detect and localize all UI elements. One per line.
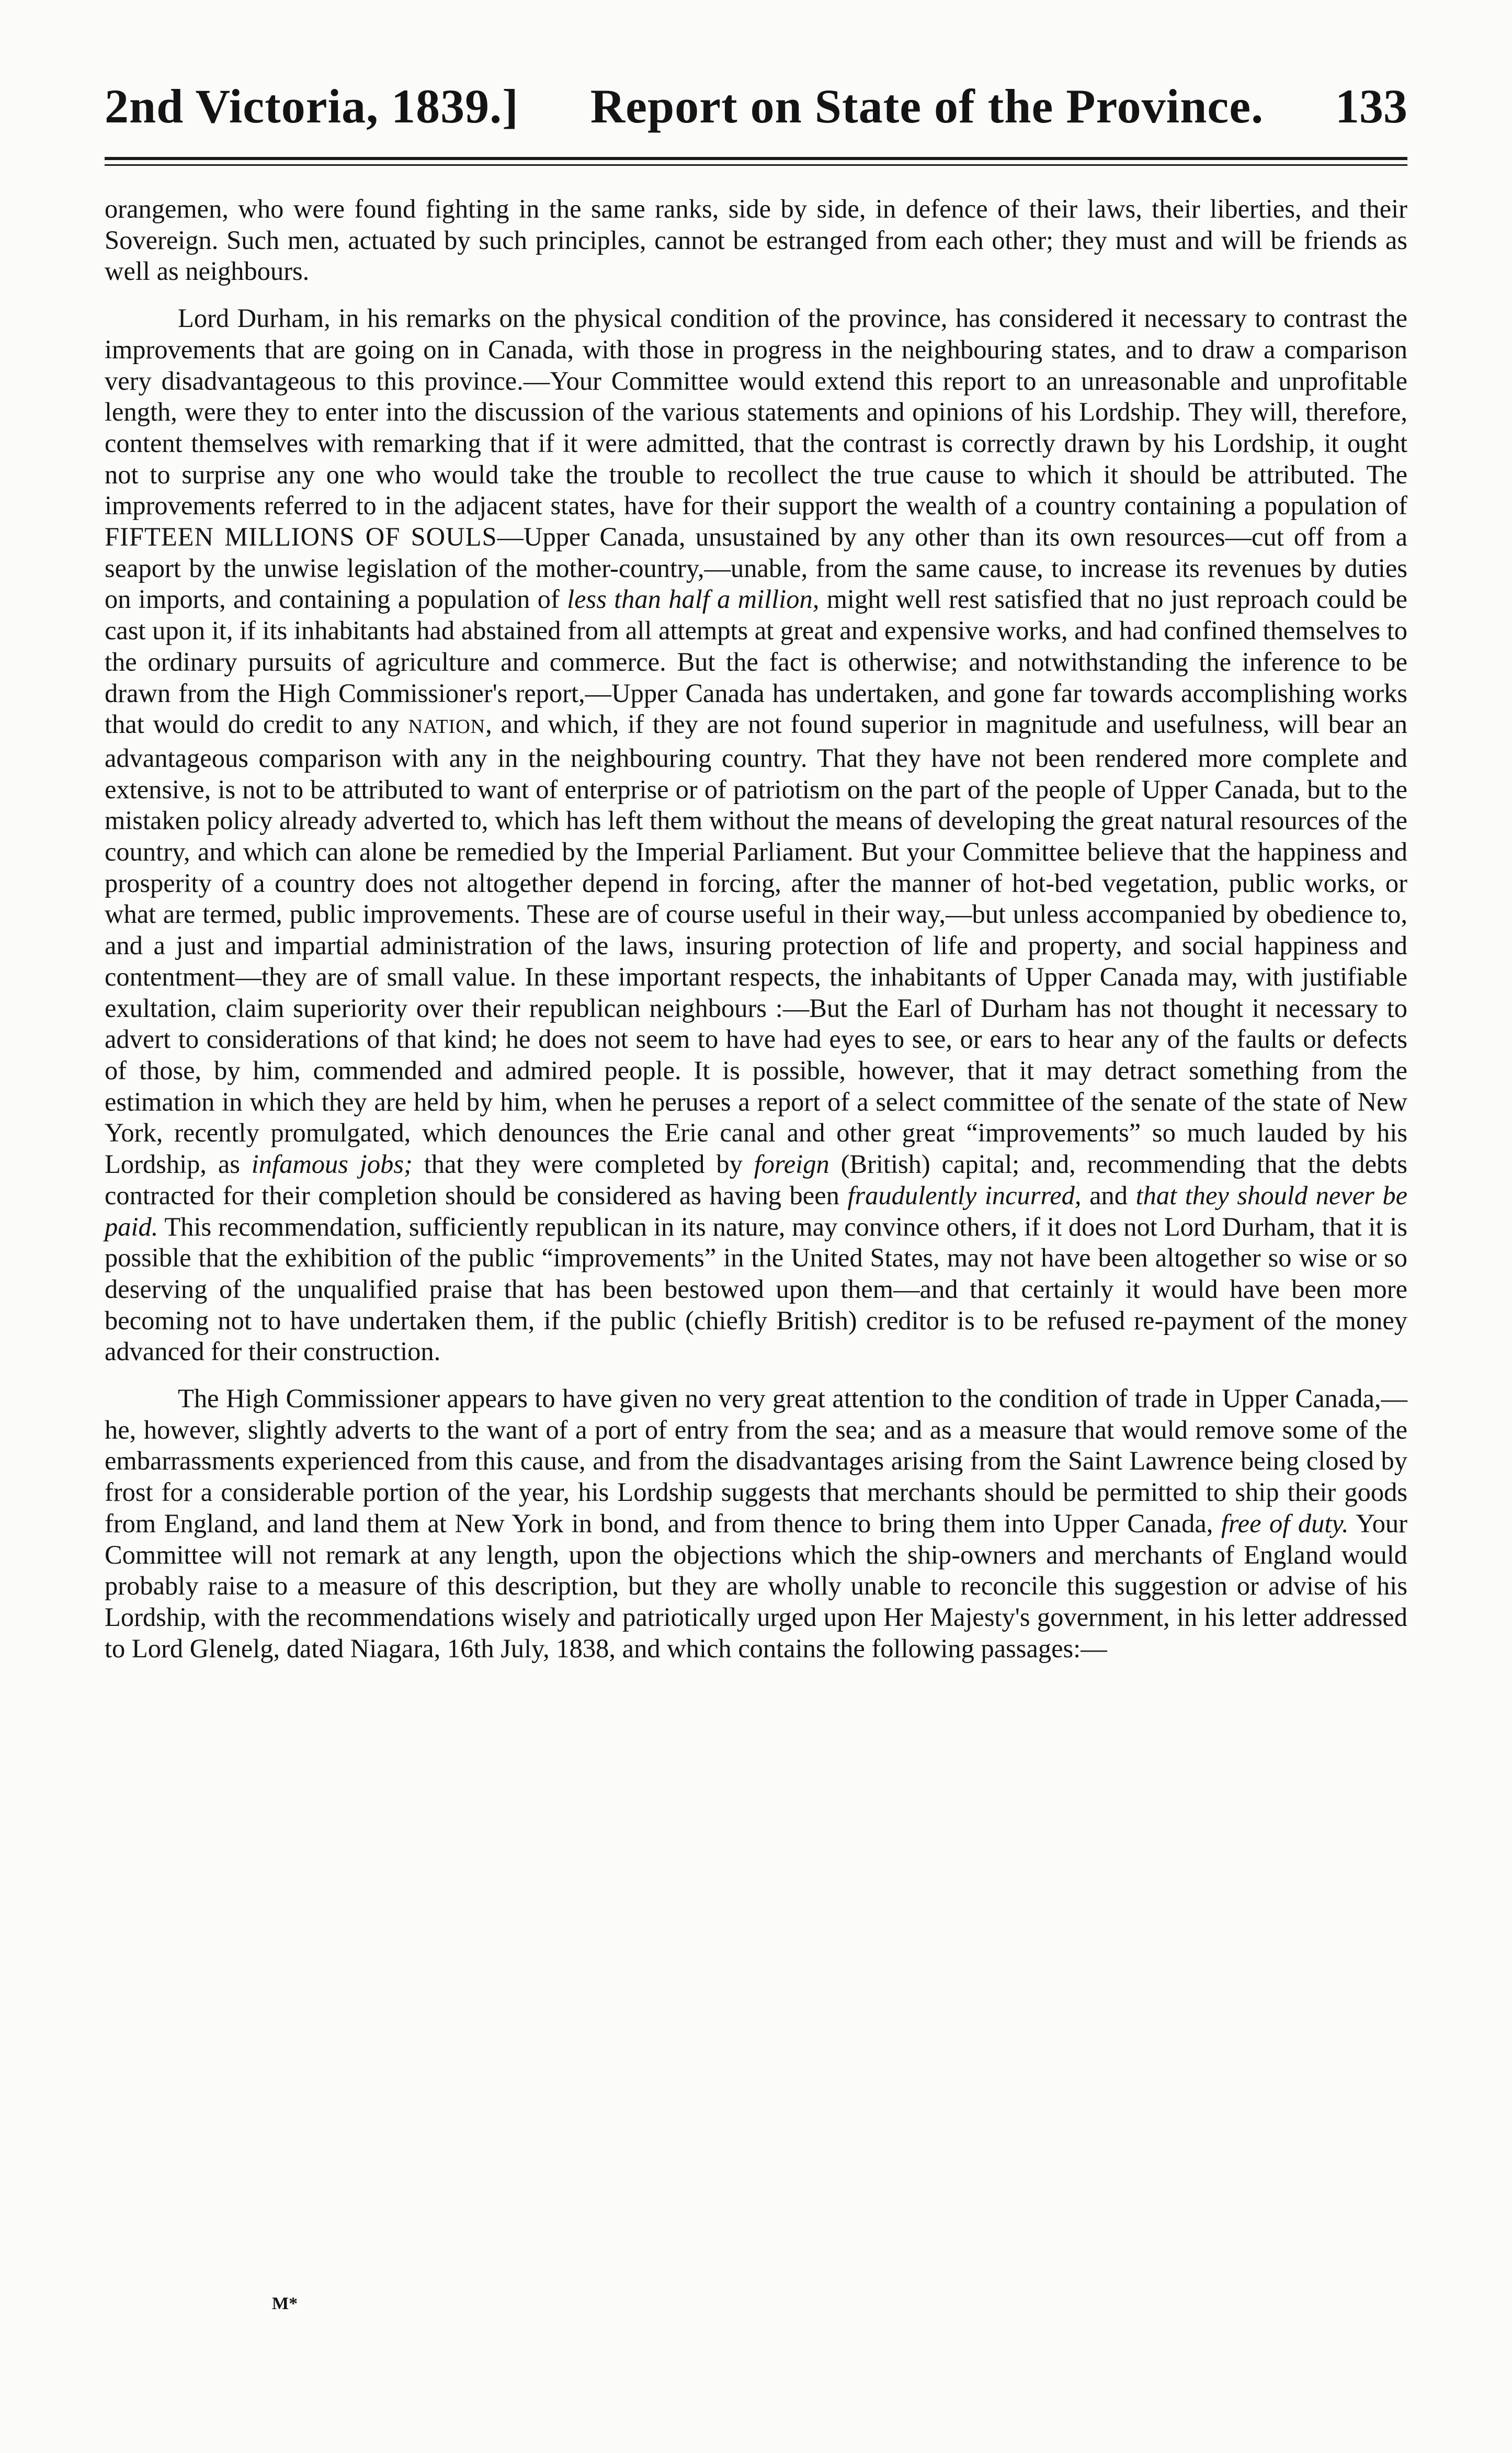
- paragraph-2-text-g: , and which, if they are not found superior in magnitude and usefulness, will bear an advantageous comparison with any in the neighbouring country. That they have not been rendered more complete and extensive, is not to be attributed to want of enterprise or of patriotism on the part of the people of Upper Canada, but to the mistaken policy already adverted to, which has left them without the means of developing the great natural resources of the country, and which can alone be remedied by the Imperial Parliament. But your Committee believe that the happiness and prosperity of a country does not altogether depend in forcing, after the manner of hot-bed vegetation, public works, or what are termed, public improvements. These are of course useful in their way,—but unless accompanied by obedience to, and a just and impartial administration of the laws, insuring protection of life and property, and social happiness and contentment—they are of small value. In these important respects, the inhabitants of Upper Canada may, with justifiable exultation, claim superiority over their republican neighbours :—But the Earl of Durham has not thought it necessary to advert to considerations of that kind; he does not seem to have had eyes to see, or ears to hear any of the faults or defects of those, by him, commended and admired people. It is possible, however, that it may detract something from the estimation in which they are held by him, when he peruses a report of a select committee of the senate of the state of New York, recently promulgated, which denounces the Erie canal and other great “improvements” so much lauded by his Lordship, as: [105, 709, 1407, 1179]
- paragraph-2-italic-fraudulently: fraudulently incurred,: [847, 1180, 1082, 1210]
- body-text: [105, 194, 1407, 1664]
- paragraph-2-italic-foreign: foreign: [754, 1149, 829, 1179]
- signature-mark: M*: [272, 2294, 298, 2313]
- paragraph-3-italic-free-of-duty: free of duty.: [1221, 1508, 1349, 1538]
- paragraph-2-smallcaps-nation: NATION: [408, 716, 486, 738]
- paragraph-2-text-a: Lord Durham, in his remarks on the physical condition of the province, has considered it necessary to contrast the improvements that are going on in Canada, with those in progress in the neighbouring states, and to draw a comparison very disadvantageous to this province.—Your Committee would extend this report to an unreasonable and unprofitable length, were they to enter into the discussion of the various statements and opinions of his Lordship. They will, therefore, content themselves with remarking that if it were admitted, that the contrast is correctly drawn by his Lordship, it ought not to surprise any one who would take the trouble to recollect the true cause to which it should be attributed. The improvements referred to in the adjacent states, have for their support the wealth of a country containing a population of: [105, 303, 1407, 521]
- header-double-rule: [105, 157, 1407, 165]
- header-title: Report on State of the Province.: [590, 80, 1264, 133]
- paragraph-2-text-i: that they were completed by: [412, 1149, 754, 1179]
- paragraph-1: orangemen, who were found fighting in the same ranks, side by side, in defence of their laws, their liberties, and their Sovereign. Such men, actuated by such principles, cannot be estranged from each other; they must and will be friends as well as neighbours.: [105, 194, 1407, 286]
- paragraph-3-text-c: Your Committee will not remark at any length, upon the objections which the ship-owners and merchants of England would probably raise to a measure of this description, but they are wholly unable to reconcile this suggestion or advise of his Lordship, with the recommendations wisely and patriotically urged upon Her Majesty's government, in his letter addressed to Lord Glenelg, dated Niagara, 16th July, 1838, and which contains the following passages:—: [105, 1508, 1408, 1663]
- paragraph-2-italic-half-million: less than half a million,: [567, 584, 820, 614]
- paragraph-2-italic-never-paid: that they should never be paid.: [105, 1180, 1407, 1241]
- paragraph-2-text-o: This recommendation, sufficiently republican in its nature, may convince others, if it does not Lord Durham, that it is possible that the exhibition of the public “improvements” in the United States, may not have been altogether so wise or so deserving of the unqualified praise that has been bestowed upon them—and that certainly it would have been more becoming not to have undertaken them, if the public (chiefly British) creditor is to be refused re-payment of the money advanced for their construction.: [105, 1212, 1407, 1366]
- paragraph-2-italic-infamous-jobs: infamous jobs;: [251, 1149, 413, 1179]
- paragraph-2-caps-population: FIFTEEN MILLIONS OF SOULS: [105, 522, 497, 552]
- running-header: [105, 78, 1407, 136]
- paragraph-2-text-k: (British) capital; and, recommending that the debts contracted for their completion should be considered as having been: [105, 1149, 1407, 1210]
- paragraph-3: [105, 1383, 1407, 1664]
- paragraph-2-text-m: and: [1081, 1180, 1136, 1210]
- paragraph-2-text-c: —Upper Canada, unsustained by any other than its own resources—cut off from a seaport by the unwise legislation of the mother-country,—unable, from the same cause, to increase its revenues by duties on imports, and containing a population of: [105, 522, 1407, 614]
- header-regnal-year: 2nd Victoria, 1839.]: [105, 80, 519, 133]
- paragraph-2: [105, 303, 1407, 1367]
- page-number: 133: [1335, 80, 1407, 133]
- paragraph-2-text-e: might well rest satisfied that no just reproach could be cast upon it, if its inhabitants had abstained from all attempts at great and expensive works, and had confined themselves to the ordinary pursuits of agriculture and commerce. But the fact is otherwise; and notwithstanding the inference to be drawn from the High Commissioner's report,—Upper Canada has undertaken, and gone far towards accomplishing works that would do credit to any: [105, 584, 1407, 739]
- paragraph-3-text-a: The High Commissioner appears to have given no very great attention to the condition of trade in Upper Canada,—he, however, slightly adverts to the want of a port of entry from the sea; and as a measure that would remove some of the embarrassments experienced from this cause, and from the disadvantages arising from the Saint Lawrence being closed by frost for a considerable portion of the year, his Lordship suggests that merchants should be permitted to ship their goods from England, and land them at New York in bond, and from thence to bring them into Upper Canada,: [105, 1384, 1407, 1538]
